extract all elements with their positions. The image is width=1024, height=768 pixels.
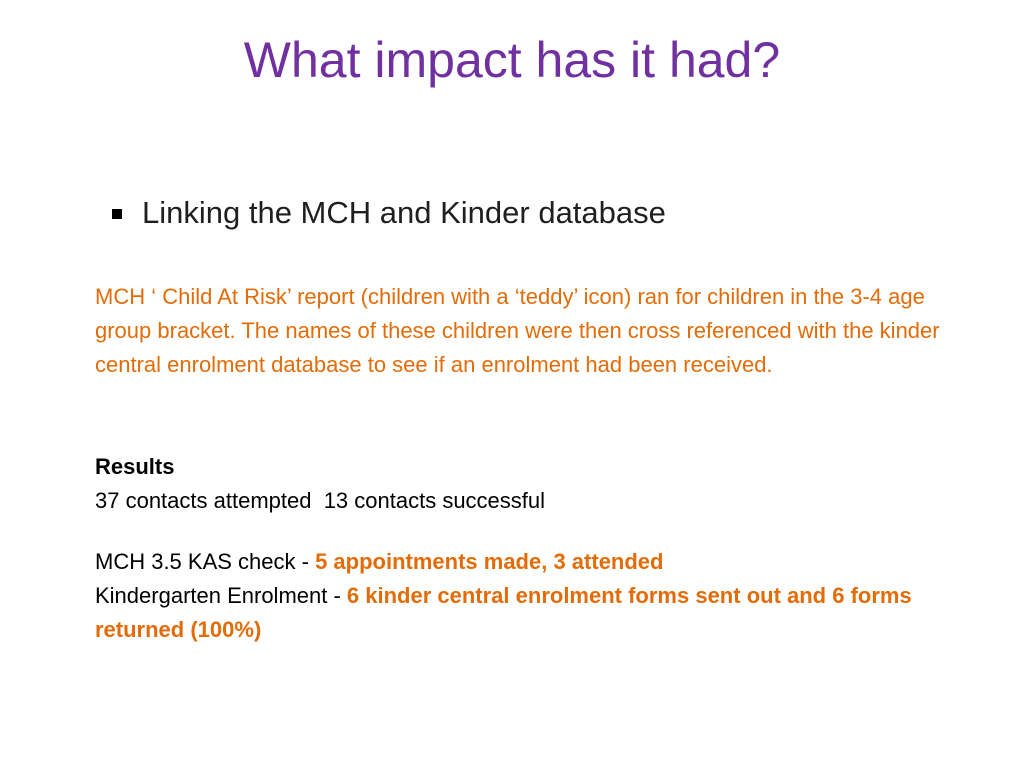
results-heading: Results — [95, 454, 175, 479]
outcome-kinder-enrolment — [95, 579, 975, 647]
outcome-value: 6 kinder central enrolment forms sent out and 6 forms returned (100%) — [95, 583, 912, 642]
outcomes-block — [95, 545, 975, 647]
results-line: 37 contacts attempted 13 contacts successful — [95, 488, 546, 513]
outcome-kas-check — [95, 545, 975, 579]
square-bullet-icon — [112, 209, 122, 219]
description-paragraph: MCH ‘ Child At Risk’ report (children with a ‘teddy’ icon) ran for children in the 3-4 age group bracket. The names of these children were then cross referenced with the kinder central enrolment database to see if an enrolment had been received. — [95, 284, 940, 377]
bullet-text: Linking the MCH and Kinder database — [142, 195, 666, 230]
outcome-value: 5 appointments made, 3 attended — [315, 549, 664, 574]
outcome-label: MCH 3.5 KAS check - — [95, 549, 316, 574]
slide-title: What impact has it had? — [243, 32, 781, 88]
bullet-item — [112, 193, 666, 233]
outcome-label: Kindergarten Enrolment - — [95, 583, 347, 608]
